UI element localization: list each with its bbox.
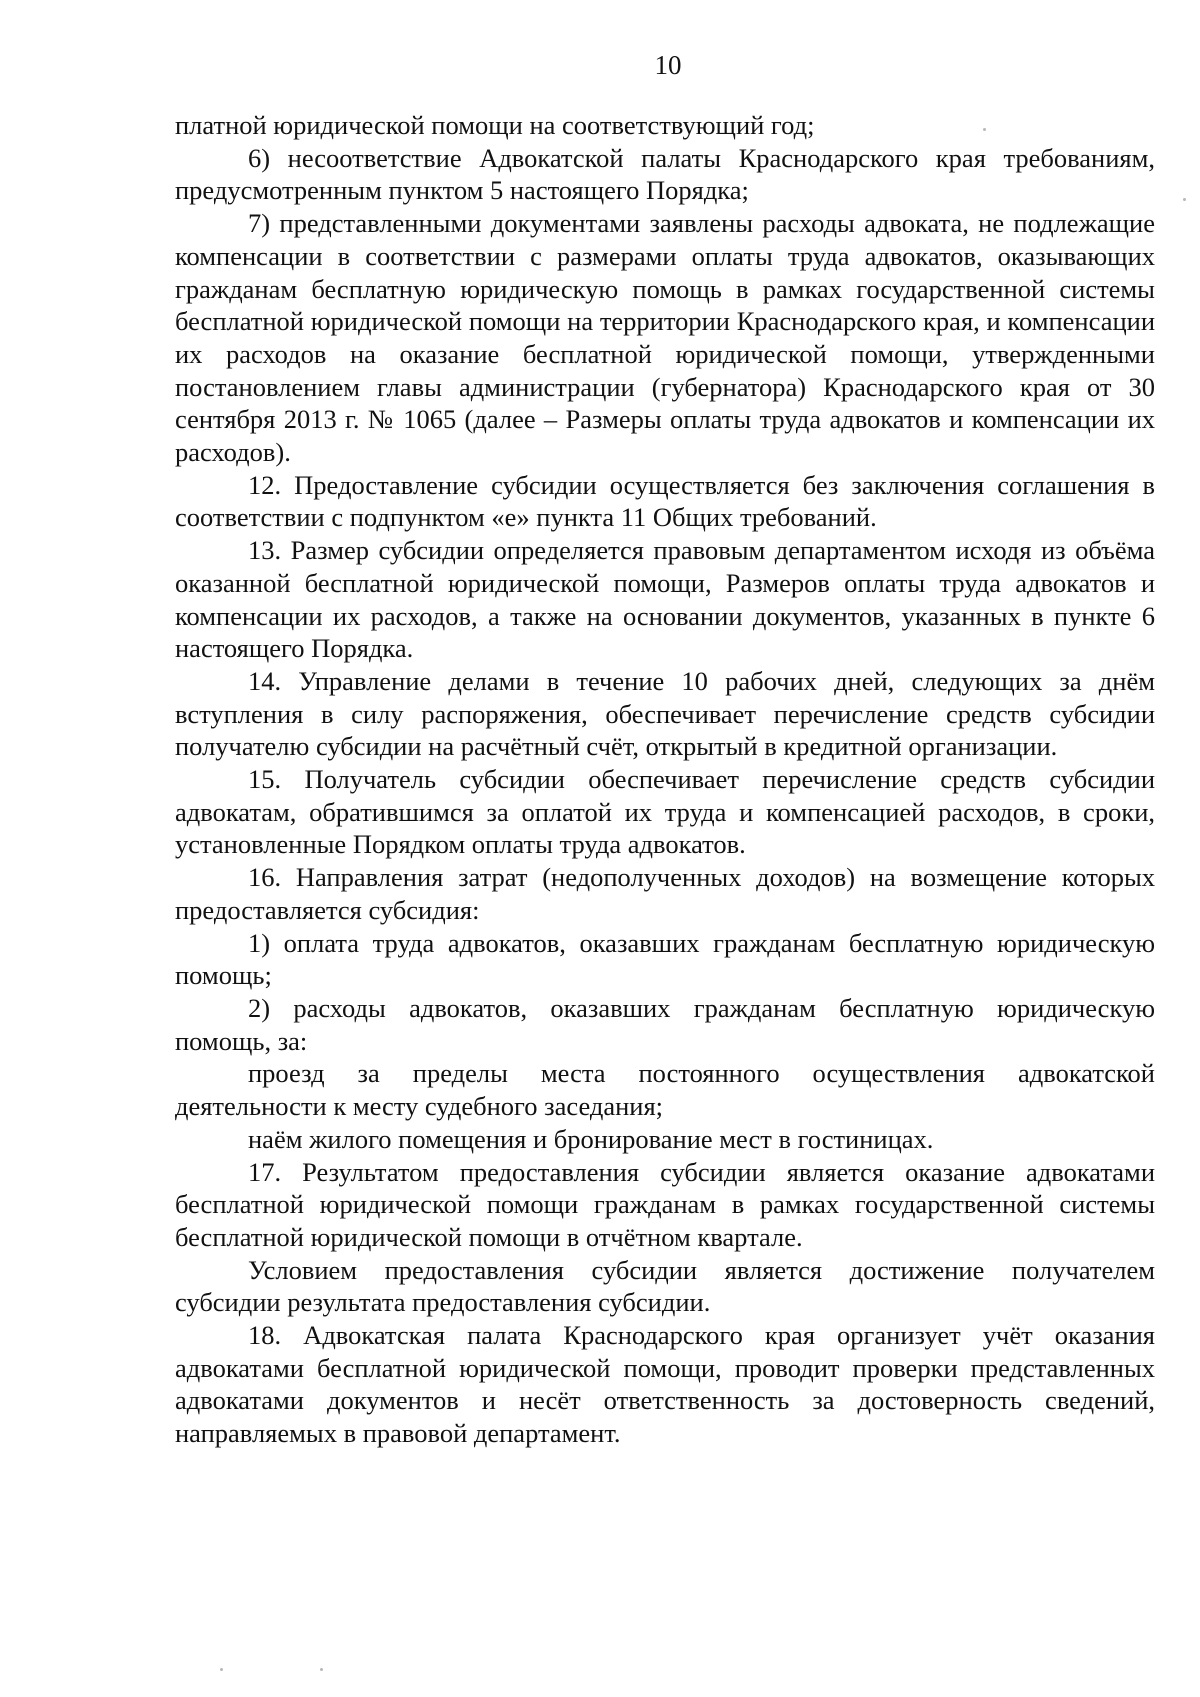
paragraph-14: 14. Управление делами в течение 10 рабочих дней, следующих за днём вступления в силу распоряжения, обеспечивает перечисление средств субсидии получателю субсидии на расчётный счёт, открытый в кредитной организации. — [175, 665, 1155, 762]
paragraph-17: 17. Результатом предоставления субсидии является оказание адвокатами бесплатной юридической помощи гражданам в рамках государственной системы бесплатной юридической помощи в отчётном квартале. — [175, 1156, 1155, 1252]
paragraph-16-item-1: 1) оплата труда адвокатов, оказавших гражданам бесплатную юридическую помощь; — [175, 927, 1155, 991]
paragraph-16-lodging: наём жилого помещения и бронирование мест в гостиницах. — [248, 1123, 934, 1154]
paragraph-12: 12. Предоставление субсидии осуществляется без заключения соглашения в соответствии с подпунктом «е» пункта 11 Общих требований. — [175, 469, 1155, 533]
paragraph-16: 16. Направления затрат (недополученных доходов) на возмещение которых предоставляется субсидия: — [175, 862, 1155, 925]
scan-speck — [220, 1668, 223, 1671]
paragraph-16-item-2: 2) расходы адвокатов, оказавших гражданам бесплатную юридическую помощь, за: — [175, 992, 1155, 1056]
scan-speck — [320, 1668, 323, 1671]
paragraph-item-7: 7) представленными документами заявлены расходы адвоката, не подлежащие компенсации в соответствии с размерами оплаты труда адвокатов, оказывающих гражданам бесплатную юридическую помощь в рамках государственной системы бесплатной юридической помощи на территории Краснодарского края, и компенсации их расходов на оказание бесплатной юридической помощи, утвержденными постановлением главы администрации (губернатора) Краснодарского края от 30 сентября 2013 г. № 1065 (далее – Размеры оплаты труда адвокатов и компенсации их расходов). — [175, 208, 1155, 468]
document-body — [175, 109, 1155, 1450]
paragraph-17-condition: Условием предоставления субсидии является достижение получателем субсидии результата предоставления субсидии. — [175, 1254, 1155, 1318]
paragraph-item-6: 6) несоответствие Адвокатской палаты Краснодарского края требованиям, предусмотренным пунктом 5 настоящего Порядка; — [175, 142, 1155, 206]
paragraph-continuation: платной юридической помощи на соответствующий год; — [175, 110, 815, 140]
paragraph-13: 13. Размер субсидии определяется правовым департаментом исходя из объёма оказанной бесплатной юридической помощи, Размеров оплаты труда адвокатов и компенсации их расходов, а также на основании документов, указанных в пункте 6 настоящего Порядка. — [175, 535, 1155, 664]
paragraph-15: 15. Получатель субсидии обеспечивает перечисление средств субсидии адвокатам, обратившимся за оплатой их труда и компенсацией расходов, в сроки, установленные Порядком оплаты труда адвокатов. — [175, 764, 1155, 860]
paragraph-16-travel: проезд за пределы места постоянного осуществления адвокатской деятельности к месту судебного заседания; — [175, 1058, 1155, 1122]
page-number: 10 — [654, 50, 682, 80]
paragraph-18: 18. Адвокатская палата Краснодарского края организует учёт оказания адвокатами бесплатной юридической помощи, проводит проверки представленных адвокатами документов и несёт ответственность за достоверность сведений, направляемых в правовой департамент. — [175, 1320, 1155, 1449]
scan-speck — [983, 128, 986, 131]
scan-speck — [1183, 198, 1186, 201]
